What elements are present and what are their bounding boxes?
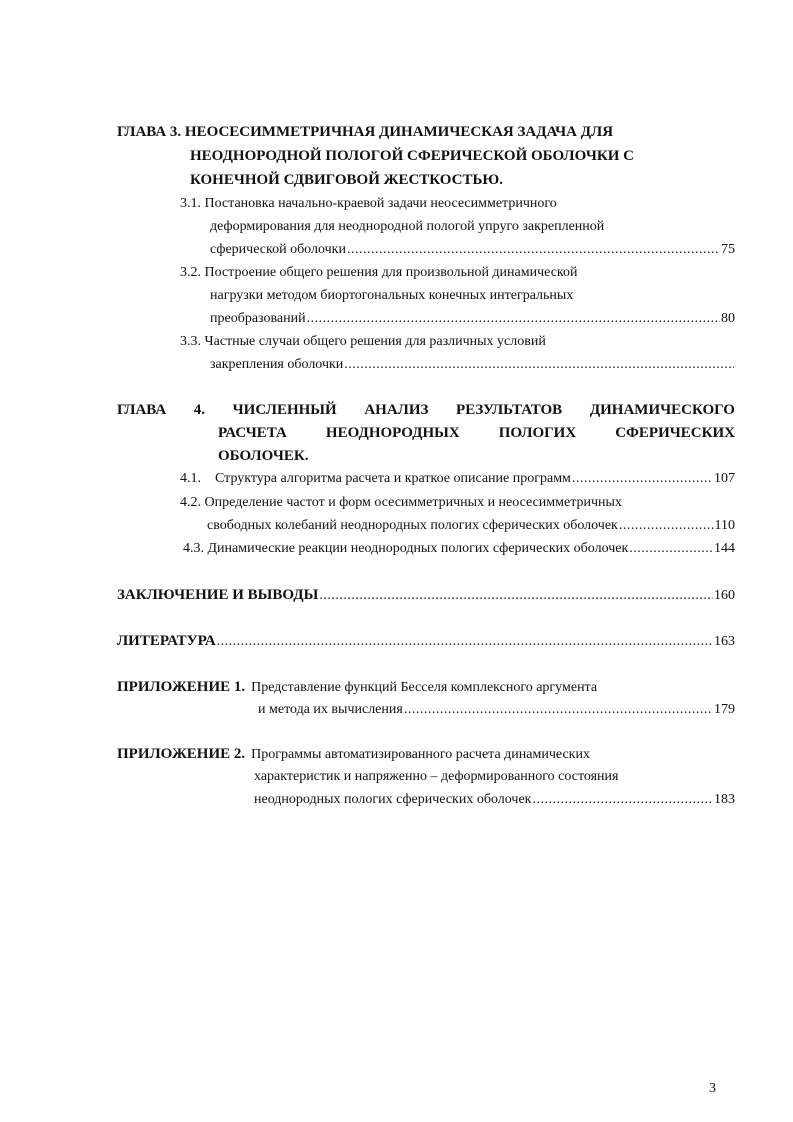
chapter-4-word: РАСЧЕТА bbox=[218, 425, 287, 441]
section-4-1-entry bbox=[180, 471, 735, 487]
literature-page: 163 bbox=[714, 634, 735, 649]
chapter-3-title-line-3: КОНЕЧНОЙ СДВИГОВОЙ ЖЕСТКОСТЬЮ. bbox=[190, 172, 504, 188]
dot-leader bbox=[319, 588, 713, 604]
page-number: 3 bbox=[709, 1081, 716, 1096]
section-3-2-line-2: нагрузки методом биортогональных конечных интегральных bbox=[210, 288, 574, 303]
chapter-4-title-line-3: ОБОЛОЧЕК. bbox=[218, 448, 309, 464]
section-3-1-line-3: сферической оболочки bbox=[210, 242, 346, 257]
appendix-2-title-line-3: неоднородных пологих сферических оболочек bbox=[254, 792, 532, 807]
chapter-4-word: АНАЛИЗ bbox=[364, 402, 429, 418]
conclusion-title: ЗАКЛЮЧЕНИЕ И ВЫВОДЫ bbox=[117, 587, 319, 603]
appendix-2-entry bbox=[254, 792, 735, 808]
chapter-4-word: НЕОДНОРОДНЫХ bbox=[325, 425, 460, 441]
section-4-1-page: 107 bbox=[714, 471, 735, 486]
section-4-3-title: 4.3. Динамические реакции неоднородных пологих сферических оболочек bbox=[183, 541, 629, 556]
dot-leader bbox=[344, 357, 734, 373]
section-4-2-line-2: свободных колебаний неоднородных пологих сферических оболочек bbox=[207, 518, 618, 533]
appendix-2-label: ПРИЛОЖЕНИЕ 2. bbox=[117, 746, 246, 762]
chapter-4-word: РЕЗУЛЬТАТОВ bbox=[456, 402, 563, 418]
appendix-1-title-line-1: Представление функций Бесселя комплексного аргумента bbox=[251, 680, 598, 695]
appendix-1-title-line-2: и метода их вычисления bbox=[258, 702, 403, 717]
appendix-2-title-line-1: Программы автоматизированного расчета динамических bbox=[251, 747, 590, 762]
chapter-3-title-line-1: ГЛАВА 3. НЕОСЕСИММЕТРИЧНАЯ ДИНАМИЧЕСКАЯ ЗАДАЧА ДЛЯ bbox=[117, 124, 614, 140]
section-3-1-line-2: деформирования для неоднородной пологой упруго закрепленной bbox=[210, 219, 605, 234]
conclusion-entry bbox=[117, 587, 735, 604]
section-3-2-page: 80 bbox=[721, 311, 735, 326]
chapter-4-word: 4. bbox=[193, 402, 206, 418]
appendix-2-line-1 bbox=[117, 746, 590, 763]
dot-leader bbox=[404, 702, 713, 718]
section-4-3-page: 144 bbox=[714, 541, 735, 556]
dot-leader bbox=[572, 471, 713, 487]
section-4-3-entry bbox=[183, 541, 735, 557]
appendix-1-entry bbox=[258, 702, 735, 718]
section-4-2-page: 110 bbox=[714, 518, 735, 533]
dot-leader bbox=[532, 792, 713, 808]
chapter-4-word: ЧИСЛЕННЫЙ bbox=[232, 402, 337, 418]
section-3-1-page: 75 bbox=[721, 242, 735, 257]
chapter-4-title-line-2 bbox=[218, 425, 735, 442]
section-4-2-line-1: 4.2. Определение частот и форм осесимметричных и неосесимметричных bbox=[180, 495, 622, 510]
chapter-4-word: СФЕРИЧЕСКИХ bbox=[615, 425, 735, 441]
appendix-1-label: ПРИЛОЖЕНИЕ 1. bbox=[117, 679, 246, 695]
appendix-1-line-1 bbox=[117, 679, 597, 696]
section-3-3-entry bbox=[210, 357, 735, 373]
section-3-2-line-1: 3.2. Построение общего решения для произвольной динамической bbox=[180, 265, 578, 280]
section-4-1-title: Структура алгоритма расчета и краткое описание программ bbox=[215, 471, 571, 486]
section-4-1-number: 4.1. bbox=[180, 471, 201, 486]
chapter-3-title-line-2: НЕОДНОРОДНОЙ ПОЛОГОЙ СФЕРИЧЕСКОЙ ОБОЛОЧКИ С bbox=[190, 148, 634, 164]
appendix-1-page: 179 bbox=[714, 702, 735, 717]
dot-leader bbox=[619, 518, 714, 534]
section-3-3-line-2: закрепления оболочки bbox=[210, 357, 344, 372]
appendix-2-page: 183 bbox=[714, 792, 735, 807]
dot-leader bbox=[217, 634, 713, 650]
dot-leader bbox=[307, 311, 720, 327]
chapter-4-title-line-1 bbox=[117, 402, 735, 419]
chapter-4-word: ДИНАМИЧЕСКОГО bbox=[589, 402, 735, 418]
section-3-3-line-1: 3.3. Частные случаи общего решения для различных условий bbox=[180, 334, 546, 349]
section-3-2-entry bbox=[210, 311, 735, 327]
conclusion-page: 160 bbox=[714, 588, 735, 603]
chapter-4-word: ГЛАВА bbox=[117, 402, 167, 418]
section-3-1-line-1: 3.1. Постановка начально-краевой задачи неосесимметричного bbox=[180, 196, 557, 211]
dot-leader bbox=[629, 541, 713, 557]
section-4-2-entry bbox=[207, 518, 735, 534]
literature-entry bbox=[117, 633, 735, 650]
chapter-4-word: ПОЛОГИХ bbox=[498, 425, 577, 441]
section-3-1-entry bbox=[210, 242, 735, 258]
appendix-2-title-line-2: характеристик и напряженно – деформированного состояния bbox=[254, 769, 619, 784]
dot-leader bbox=[347, 242, 720, 258]
literature-title: ЛИТЕРАТУРА bbox=[117, 633, 216, 649]
section-3-2-line-3: преобразований bbox=[210, 311, 306, 326]
